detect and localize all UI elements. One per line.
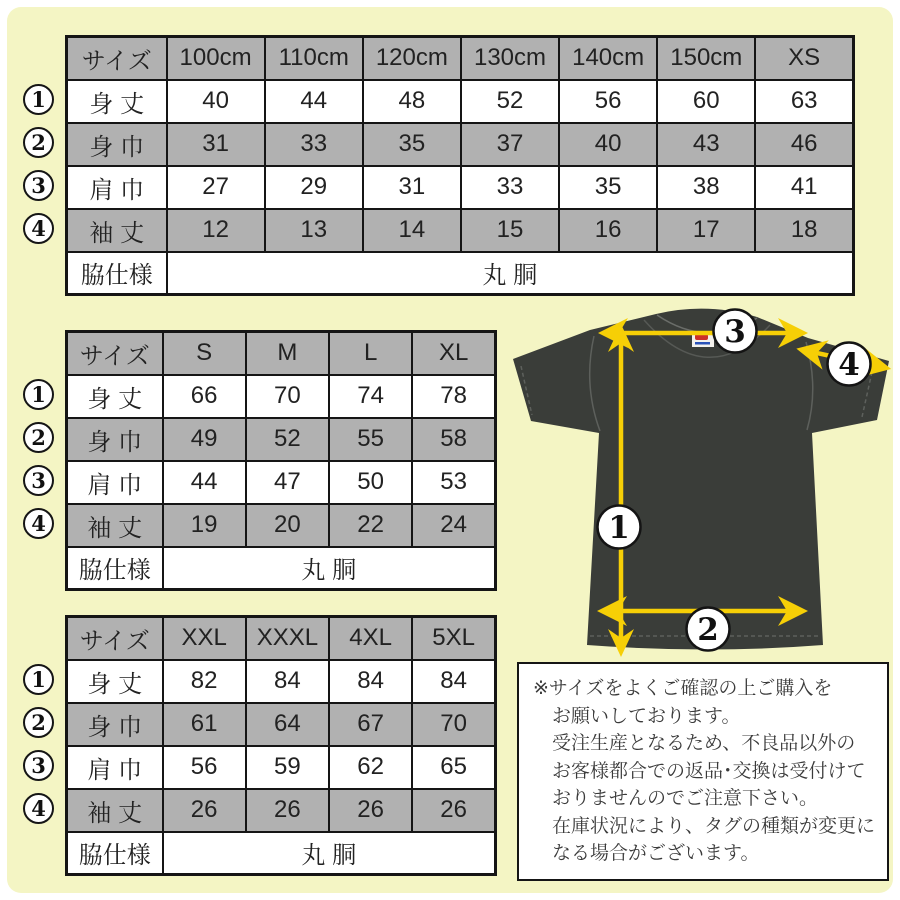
- notice-line: なる場合がございます。: [552, 843, 760, 864]
- cell: 29: [265, 166, 363, 209]
- table-row: [67, 789, 496, 832]
- notice-line: お願いしております。: [552, 705, 741, 727]
- row-label: 身 丈: [67, 375, 163, 418]
- cell: 26: [329, 789, 412, 832]
- header-cell: XXXL: [246, 617, 329, 660]
- cell: 84: [329, 660, 412, 703]
- cell: 40: [167, 80, 265, 123]
- cell: 33: [461, 166, 559, 209]
- row-label: 身 巾: [67, 418, 163, 461]
- row-label: 脇仕様: [67, 547, 163, 590]
- cell: 55: [329, 418, 412, 461]
- cell: 26: [246, 789, 329, 832]
- table-footer-row: [67, 832, 496, 875]
- cell: 70: [246, 375, 329, 418]
- row-marker-4: 4: [23, 508, 54, 539]
- table-row: [67, 461, 496, 504]
- cell: 59: [246, 746, 329, 789]
- table-row: [67, 660, 496, 703]
- cell: 13: [265, 209, 363, 252]
- cell: 31: [167, 123, 265, 166]
- cell: 74: [329, 375, 412, 418]
- row-label: 身 丈: [67, 660, 163, 703]
- row-marker-2: 2: [23, 422, 54, 453]
- row-label: 袖 丈: [67, 504, 163, 547]
- notice-line: 在庫状況により、タグの種類が変更に: [552, 815, 876, 837]
- header-cell: S: [163, 332, 246, 375]
- measurement-label-1: [598, 506, 641, 549]
- side-spec-cell: 丸 胴: [163, 547, 496, 590]
- measurement-label-2: [687, 608, 730, 651]
- cell: 61: [163, 703, 246, 746]
- cell: 17: [657, 209, 755, 252]
- cell: 50: [329, 461, 412, 504]
- cell: 26: [163, 789, 246, 832]
- row-marker-2: 2: [23, 127, 54, 158]
- cell: 31: [363, 166, 461, 209]
- notice-line: 受注生産となるため、不良品以外の: [552, 733, 856, 754]
- svg-text:4: 4: [838, 347, 860, 383]
- table-row: [67, 504, 496, 547]
- table-row: [67, 418, 496, 461]
- svg-text:3: 3: [724, 314, 746, 350]
- cell: 52: [246, 418, 329, 461]
- header-cell: 4XL: [329, 617, 412, 660]
- tshirt-measurement-diagram: [505, 303, 895, 665]
- cell: 47: [246, 461, 329, 504]
- cell: 56: [559, 80, 657, 123]
- cell: 27: [167, 166, 265, 209]
- svg-text:2: 2: [697, 612, 719, 648]
- cell: 38: [657, 166, 755, 209]
- row-marker-3: 3: [23, 465, 54, 496]
- row-label: 袖 丈: [67, 789, 163, 832]
- table-header-row: [67, 617, 496, 660]
- cell: 62: [329, 746, 412, 789]
- side-spec-cell: 丸 胴: [167, 252, 854, 295]
- cell: 52: [461, 80, 559, 123]
- cell: 64: [246, 703, 329, 746]
- row-label: 肩 巾: [67, 166, 167, 209]
- header-cell: 140cm: [559, 37, 657, 80]
- row-label: 袖 丈: [67, 209, 167, 252]
- header-cell: サイズ: [67, 37, 167, 80]
- table-footer-row: [67, 547, 496, 590]
- table-row: [67, 123, 854, 166]
- cell: 48: [363, 80, 461, 123]
- table-header-row: [67, 37, 854, 80]
- header-cell: 120cm: [363, 37, 461, 80]
- cell: 44: [163, 461, 246, 504]
- row-marker-1: 1: [23, 379, 54, 410]
- row-marker-3: 3: [23, 750, 54, 781]
- header-cell: XXL: [163, 617, 246, 660]
- cell: 56: [163, 746, 246, 789]
- row-label: 身 巾: [67, 703, 163, 746]
- size-table-plus: [65, 615, 497, 876]
- cell: 58: [412, 418, 495, 461]
- cell: 19: [163, 504, 246, 547]
- notice-line: ※サイズをよくご確認の上ご購入を: [533, 678, 833, 699]
- table-footer-row: [67, 252, 854, 295]
- row-label: 肩 巾: [67, 461, 163, 504]
- cell: 53: [412, 461, 495, 504]
- table-row: [67, 166, 854, 209]
- header-cell: XL: [412, 332, 495, 375]
- cell: 67: [329, 703, 412, 746]
- svg-text:1: 1: [608, 510, 630, 546]
- table-row: [67, 746, 496, 789]
- cell: 40: [559, 123, 657, 166]
- cell: 82: [163, 660, 246, 703]
- cell: 65: [412, 746, 495, 789]
- row-label: 脇仕様: [67, 832, 163, 875]
- row-marker-3: 3: [23, 170, 54, 201]
- header-cell: 130cm: [461, 37, 559, 80]
- table-row: [67, 209, 854, 252]
- cell: 24: [412, 504, 495, 547]
- cell: 70: [412, 703, 495, 746]
- cell: 78: [412, 375, 495, 418]
- side-spec-cell: 丸 胴: [163, 832, 496, 875]
- measurement-label-3: [714, 310, 757, 353]
- header-cell: サイズ: [67, 617, 163, 660]
- row-label: 脇仕様: [67, 252, 167, 295]
- cell: 16: [559, 209, 657, 252]
- cell: 33: [265, 123, 363, 166]
- size-table-kids: [65, 35, 855, 296]
- cell: 44: [265, 80, 363, 123]
- row-label: 肩 巾: [67, 746, 163, 789]
- cell: 43: [657, 123, 755, 166]
- cell: 18: [755, 209, 853, 252]
- header-cell: XS: [755, 37, 853, 80]
- cell: 63: [755, 80, 853, 123]
- cell: 60: [657, 80, 755, 123]
- notice-line: お客様都合での返品･交換は受付けて: [552, 760, 866, 782]
- row-marker-2: 2: [23, 707, 54, 738]
- row-marker-1: 1: [23, 84, 54, 115]
- cell: 35: [363, 123, 461, 166]
- header-cell: 5XL: [412, 617, 495, 660]
- table-row: [67, 703, 496, 746]
- cell: 46: [755, 123, 853, 166]
- row-marker-4: 4: [23, 793, 54, 824]
- cell: 15: [461, 209, 559, 252]
- cell: 84: [412, 660, 495, 703]
- row-label: 身 巾: [67, 123, 167, 166]
- notice-line: おりませんのでご注意下さい。: [552, 788, 819, 809]
- header-cell: 110cm: [265, 37, 363, 80]
- cell: 49: [163, 418, 246, 461]
- header-cell: 100cm: [167, 37, 265, 80]
- cell: 37: [461, 123, 559, 166]
- table-header-row: [67, 332, 496, 375]
- cell: 20: [246, 504, 329, 547]
- header-cell: 150cm: [657, 37, 755, 80]
- header-cell: M: [246, 332, 329, 375]
- cell: 14: [363, 209, 461, 252]
- size-table-adult: [65, 330, 497, 591]
- cell: 26: [412, 789, 495, 832]
- row-marker-1: 1: [23, 664, 54, 695]
- header-cell: サイズ: [67, 332, 163, 375]
- table-row: [67, 375, 496, 418]
- cell: 12: [167, 209, 265, 252]
- purchase-notice-box: [517, 662, 889, 881]
- cell: 22: [329, 504, 412, 547]
- measurement-label-4: [828, 343, 871, 386]
- cell: 84: [246, 660, 329, 703]
- table-row: [67, 80, 854, 123]
- cell: 66: [163, 375, 246, 418]
- cell: 35: [559, 166, 657, 209]
- header-cell: L: [329, 332, 412, 375]
- row-label: 身 丈: [67, 80, 167, 123]
- cell: 41: [755, 166, 853, 209]
- row-marker-4: 4: [23, 213, 54, 244]
